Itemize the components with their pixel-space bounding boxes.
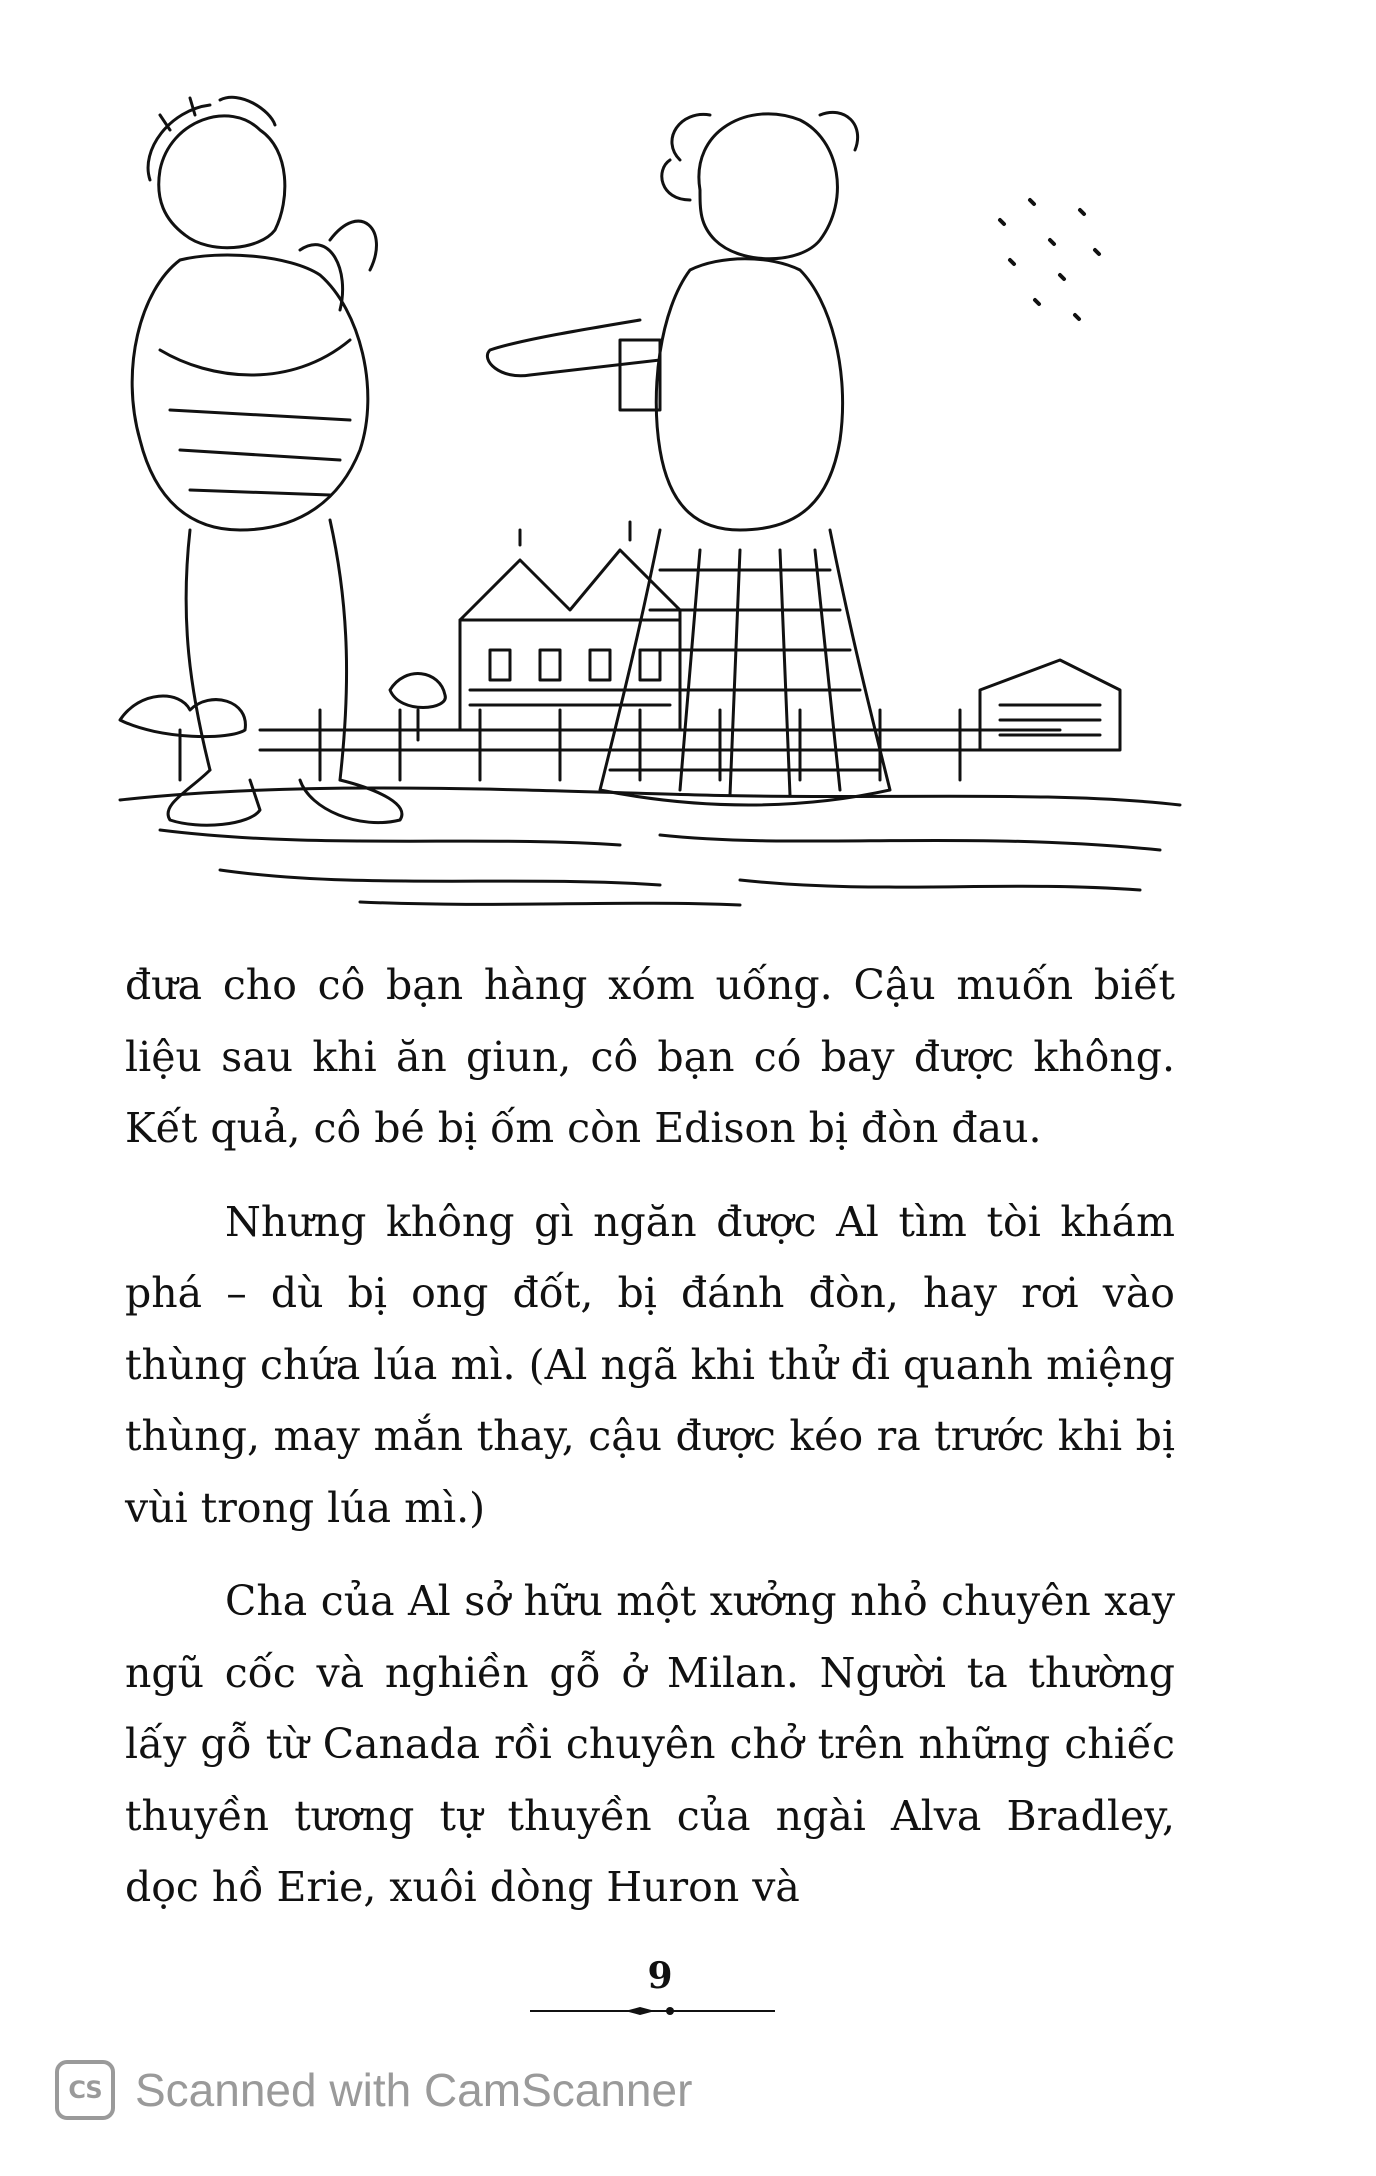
body-text [125,950,1175,1924]
barn [980,660,1120,750]
camscanner-logo-icon [55,2060,115,2120]
camscanner-watermark [55,2058,692,2122]
paragraph-2: Nhưng không gì ngăn được Al tìm tòi khám phá – dù bị ong đốt, bị đánh đòn, hay rơi vào thùng chứa lúa mì. (Al ngã khi thử đi quanh miệng thùng, may mắn thay, cậu được kéo ra trước khi bị vùi trong lúa mì.) [125,1197,1175,1532]
farmhouse [460,522,680,730]
page-number: 9 [647,1955,673,1997]
paragraph-1: đưa cho cô bạn hàng xóm uống. Cậu muốn biết liệu sau khi ăn giun, cô bạn có bay được không. Kết quả, cô bé bị ốm còn Edison bị đòn đau. [125,961,1175,1152]
boy-figure [132,97,402,825]
paragraph-3: Cha của Al sở hữu một xưởng nhỏ chuyên xay ngũ cốc và nghiền gỗ ở Milan. Người ta thường lấy gỗ từ Canada rồi chuyên chở trên những chiếc thuyền tương tự thuyền của ngài Alva Bradley, dọc hồ Erie, xuôi dòng Huron và [125,1577,1175,1911]
page-number-rule [530,2004,775,2018]
camscanner-text: Scanned with CamScanner [135,2064,693,2116]
camscanner-logo-text: CS [68,2076,102,2104]
ground-lines [120,788,1180,905]
trees [120,674,445,780]
flies [1000,200,1099,319]
illustration [100,90,1200,910]
woman-figure [487,112,890,805]
